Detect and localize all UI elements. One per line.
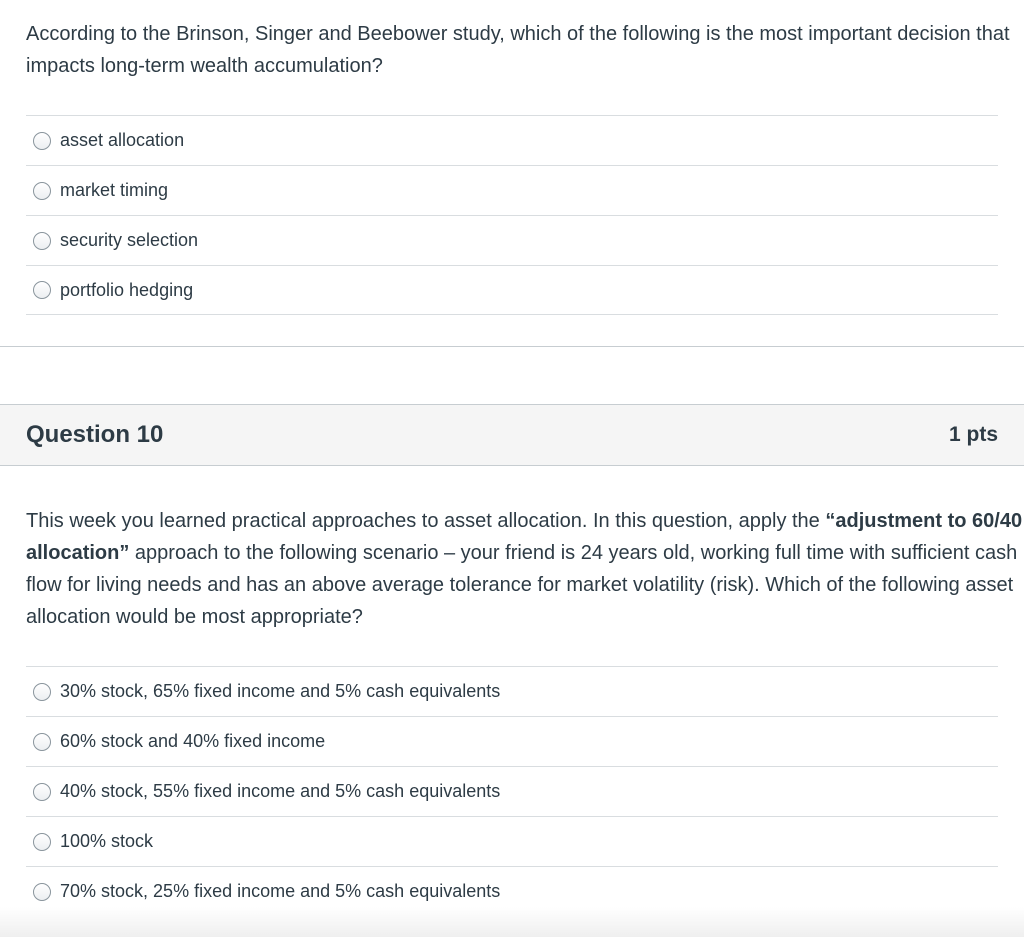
answer-option[interactable] bbox=[26, 215, 998, 265]
radio-button[interactable] bbox=[33, 132, 51, 150]
answer-option[interactable] bbox=[26, 766, 998, 816]
radio-button[interactable] bbox=[33, 733, 51, 751]
answer-option[interactable] bbox=[26, 666, 998, 716]
answer-label: asset allocation bbox=[60, 130, 185, 150]
radio-button[interactable] bbox=[33, 232, 51, 250]
answer-option[interactable] bbox=[26, 866, 998, 916]
question-text-part: approach to the following scenario – your friend is 24 years old, working full time with sufficient cash flow for living needs and has an above average tolerance for market volatility (risk). Which of the following asset allocation would be most appropriate? bbox=[26, 542, 1018, 628]
question-10-text bbox=[26, 505, 1024, 633]
question-10-header bbox=[0, 404, 1024, 466]
radio-button[interactable] bbox=[33, 281, 51, 299]
question-9-answers bbox=[26, 115, 998, 315]
radio-button[interactable] bbox=[33, 182, 51, 200]
question-9-text: According to the Brinson, Singer and Beebower study, which of the following is the most important decision that impacts long-term wealth accumulation? bbox=[26, 23, 1010, 77]
answer-label: 60% stock and 40% fixed income bbox=[60, 731, 326, 751]
radio-button[interactable] bbox=[33, 783, 51, 801]
answer-label: 70% stock, 25% fixed income and 5% cash equivalents bbox=[60, 881, 501, 901]
answer-label: 30% stock, 65% fixed income and 5% cash equivalents bbox=[60, 681, 501, 701]
question-10 bbox=[0, 505, 1024, 916]
answer-label: security selection bbox=[60, 230, 199, 250]
answer-label: portfolio hedging bbox=[60, 279, 194, 300]
question-separator bbox=[0, 346, 1024, 347]
question-10-answers bbox=[26, 666, 998, 916]
answer-label: market timing bbox=[60, 180, 169, 200]
answer-option[interactable] bbox=[26, 265, 998, 315]
radio-button[interactable] bbox=[33, 683, 51, 701]
question-9 bbox=[0, 18, 1024, 315]
answer-label: 40% stock, 55% fixed income and 5% cash equivalents bbox=[60, 781, 501, 801]
radio-button[interactable] bbox=[33, 883, 51, 901]
answer-option[interactable] bbox=[26, 816, 998, 866]
answer-option[interactable] bbox=[26, 115, 998, 165]
question-text-part: This week you learned practical approaches to asset allocation. In this question, apply the bbox=[26, 510, 826, 532]
question-text-emphasis: “adjustment to 60/40 allocation” bbox=[26, 510, 1023, 564]
question-points: 1 pts bbox=[948, 423, 998, 446]
answer-option[interactable] bbox=[26, 165, 998, 215]
answer-label: 100% stock bbox=[60, 831, 154, 851]
radio-button[interactable] bbox=[33, 833, 51, 851]
answer-option[interactable] bbox=[26, 716, 998, 766]
question-title: Question 10 bbox=[26, 421, 164, 448]
